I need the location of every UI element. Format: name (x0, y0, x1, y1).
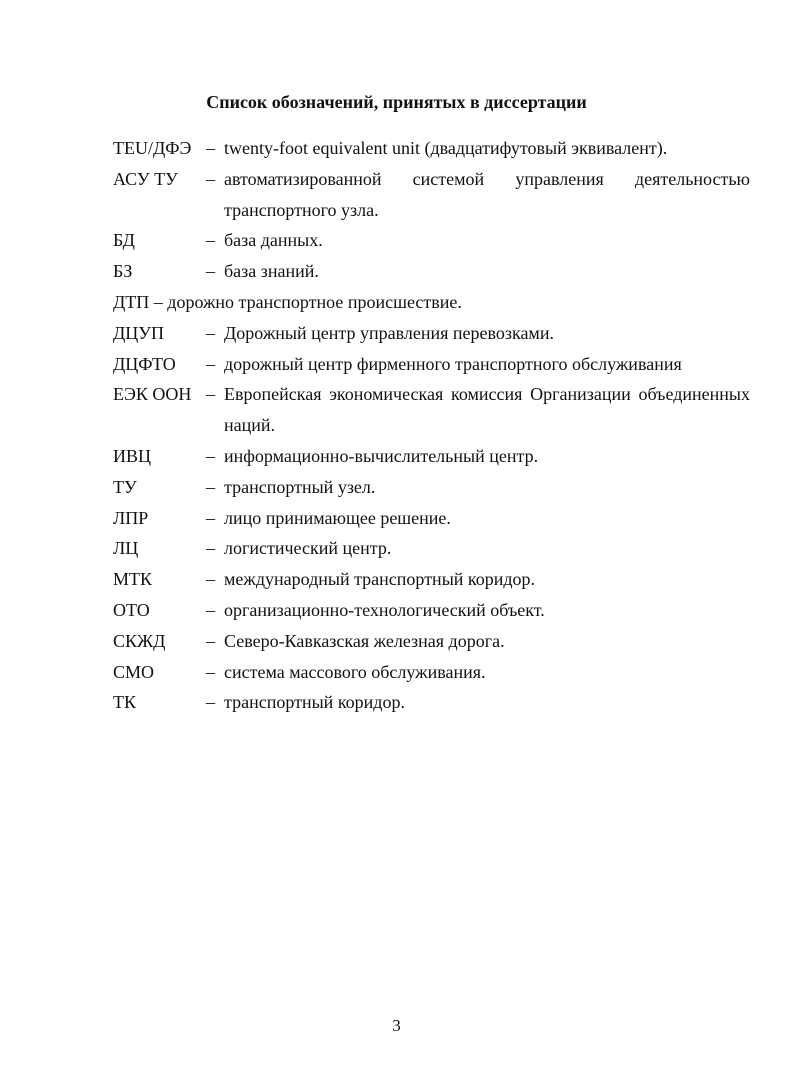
definition: дорожно транспортное происшествие. (167, 291, 462, 312)
dash: – (206, 322, 215, 343)
dash: – (206, 692, 215, 713)
dash: – (206, 168, 215, 189)
list-item (113, 225, 750, 256)
abbreviation: МТК (113, 569, 153, 590)
definition: система массового обслуживания. (224, 661, 486, 682)
dash: – (206, 507, 215, 528)
definition: логистический центр. (224, 538, 392, 559)
list-item (113, 503, 750, 534)
abbreviation: ДЦУП (113, 322, 165, 343)
definition: организационно-технологический объект. (224, 599, 545, 620)
list-item (113, 564, 750, 595)
list-item (113, 472, 750, 503)
dash: – (206, 261, 215, 282)
abbreviation: СМО (113, 661, 155, 682)
abbreviation: ТУ (113, 476, 137, 497)
definition: Европейская экономическая комиссия Организации объединенных наций. (224, 384, 750, 436)
definition: база знаний. (224, 261, 319, 282)
page-title: Список обозначений, принятых в диссертации (206, 92, 587, 112)
abbreviation: АСУ ТУ (113, 168, 178, 189)
definition: лицо принимающее решение. (224, 507, 451, 528)
abbreviation: ОТО (113, 599, 150, 620)
dash: – (206, 661, 215, 682)
list-item (113, 133, 750, 164)
abbreviation: СКЖД (113, 630, 166, 651)
dash: – (206, 538, 215, 559)
dash: – (206, 630, 215, 651)
abbreviation: ДЦФТО (113, 353, 176, 374)
list-item (113, 657, 750, 688)
abbreviation: ДТП (113, 291, 150, 312)
definition: транспортный узел. (224, 476, 376, 497)
list-item (113, 287, 750, 318)
dash: – (206, 384, 215, 405)
list-item (113, 379, 750, 441)
definition: информационно-вычислительный центр. (224, 445, 539, 466)
abbreviations-list (113, 133, 750, 718)
dash: – (206, 599, 215, 620)
abbreviation: ЕЭК ООН (113, 384, 192, 405)
dash: – (206, 445, 215, 466)
abbreviation: ЛЦ (113, 538, 139, 559)
list-item (113, 256, 750, 287)
dash: – (206, 476, 215, 497)
dash: – (153, 291, 163, 312)
list-item (113, 164, 750, 226)
definition: международный транспортный коридор. (224, 569, 536, 590)
list-item (113, 533, 750, 564)
list-item (113, 626, 750, 657)
page-number: 3 (392, 1016, 401, 1035)
dash: – (206, 138, 215, 158)
abbreviation: ИВЦ (113, 445, 152, 466)
definition: транспортный коридор. (224, 692, 405, 713)
dash: – (206, 353, 215, 374)
definition: база данных. (224, 230, 323, 251)
abbreviation: БЗ (113, 261, 133, 282)
dash: – (206, 230, 215, 251)
list-item (113, 441, 750, 472)
definition: дорожный центр фирменного транспортного обслуживания (224, 353, 682, 374)
list-item (113, 595, 750, 626)
definition: автоматизированной системой управления деятельностью транспортного узла. (224, 168, 750, 220)
list-item (113, 349, 750, 380)
dash: – (206, 569, 215, 590)
definition: twenty-foot equivalent unit (двадцатифутовый эквивалент). (224, 138, 668, 158)
abbreviation: ТК (113, 692, 137, 713)
definition: Дорожный центр управления перевозками. (224, 322, 554, 343)
list-item (113, 687, 750, 718)
definition: Северо-Кавказская железная дорога. (224, 630, 505, 651)
abbreviation: БД (113, 230, 135, 251)
abbreviation: TEU/ДФЭ (113, 138, 192, 158)
list-item (113, 318, 750, 349)
abbreviation: ЛПР (113, 507, 149, 528)
